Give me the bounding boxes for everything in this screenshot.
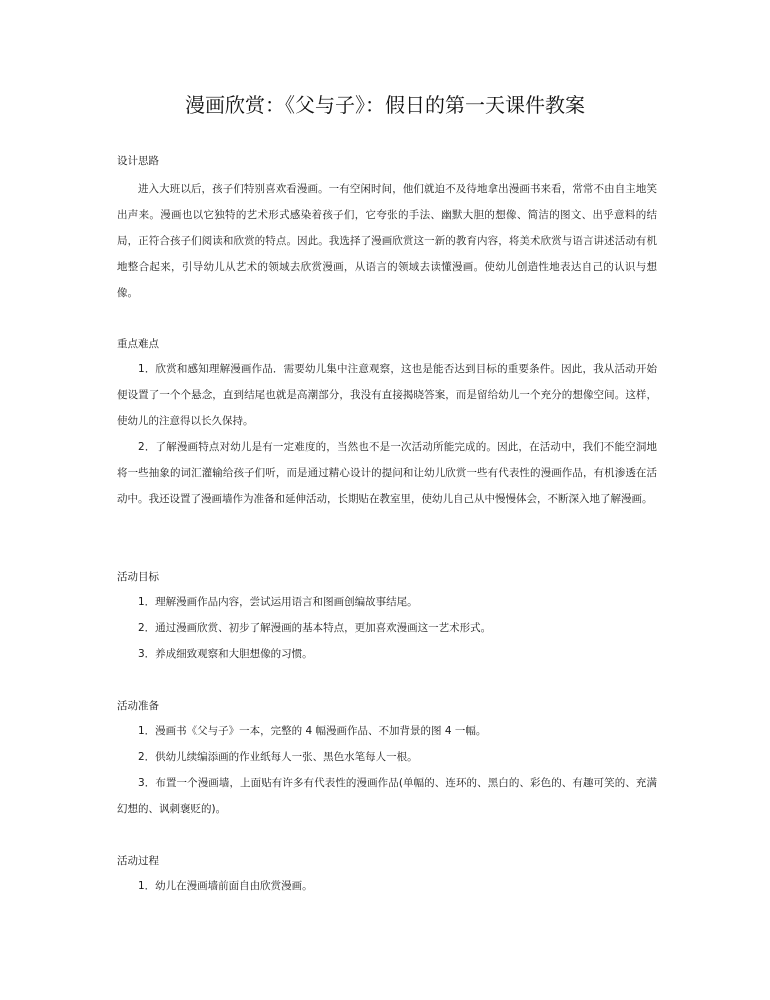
design-paragraph: 进入大班以后，孩子们特别喜欢看漫画。一有空闲时间，他们就迫不及待地拿出漫画书来看，常常不由自主地笑出声来。漫画也以它独特的艺术形式感染着孩子们，它夸张的手法、幽默大胆的想像、简洁的图文、出乎意料的结局，正符合孩子们阅读和欣赏的特点。因此。我选择了漫画欣赏这一新的教育内容，将美术欣赏与语言讲述活动有机地整合起来，引导幼儿从艺术的领域去欣赏漫画，从语言的领域去读懂漫画。使幼儿创造性地表达自己的认识与想像。 [117, 183, 657, 299]
section-heading-preparation: 活动准备 [117, 700, 159, 712]
document-title: 漫画欣赏：《父与子》：假日的第一天课件教案 [185, 93, 585, 117]
key-point-item: 1．欣赏和感知理解漫画作品．需要幼儿集中注意观察，这也是能否达到目标的重要条件。因此，我从活动开始便设置了一个个悬念，直到结尾也就是高潮部分，我没有直接揭晓答案，而是留给幼儿一个充分的想像空间。这样，使幼儿的注意得以长久保持。 [117, 363, 657, 427]
key-point-item: 2．了解漫画特点对幼儿是有一定难度的，当然也不是一次活动所能完成的。因此，在活动中，我们不能空洞地将一些抽象的词汇灌输给孩子们听，而是通过精心设计的提问和让幼儿欣赏一些有代表性的漫画作品，有机渗透在活动中。我还设置了漫画墙作为准备和延伸活动，长期贴在教室里，使幼儿自己从中慢慢体会，不断深入地了解漫画。 [117, 441, 657, 505]
section-heading-process: 活动过程 [117, 855, 159, 867]
preparation-item: 1．漫画书《父与子》一本，完整的 4 幅漫画作品、不加背景的图 4 一幅。 [138, 725, 487, 737]
section-heading-goals: 活动目标 [117, 571, 159, 583]
preparation-item: 3．布置一个漫画墙，上面贴有许多有代表性的漫画作品(单幅的、连环的、黑白的、彩色的、有趣可笑的、充满幻想的、讽刺褒贬的)。 [117, 777, 657, 815]
goal-item: 2．通过漫画欣赏、初步了解漫画的基本特点，更加喜欢漫画这一艺术形式。 [138, 622, 492, 634]
goal-item: 1．理解漫画作品内容，尝试运用语言和图画创编故事结尾。 [138, 596, 418, 608]
goal-item: 3．养成细致观察和大胆想像的习惯。 [138, 648, 313, 660]
process-item: 1．幼儿在漫画墙前面自由欣赏漫画。 [138, 880, 313, 892]
preparation-item: 2．供幼儿续编添画的作业纸每人一张、黑色水笔每人一根。 [138, 751, 418, 763]
section-heading-design: 设计思路 [117, 155, 159, 167]
section-heading-key-points: 重点难点 [117, 338, 159, 350]
